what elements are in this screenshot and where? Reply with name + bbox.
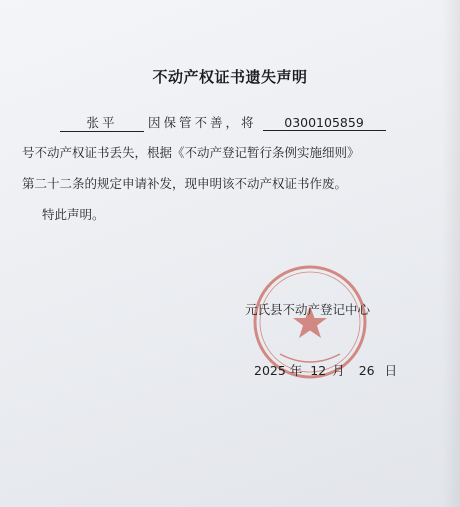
date-day-unit: 日 bbox=[384, 363, 398, 378]
date-day: 26 bbox=[358, 363, 375, 378]
reason-text: 因保管不善，将 bbox=[148, 115, 257, 130]
closing-text: 特此声明。 bbox=[42, 207, 105, 222]
statement-date bbox=[254, 361, 397, 379]
date-year: 2025 bbox=[254, 363, 286, 378]
issuer-name: 元氏县不动产登记中心 bbox=[245, 302, 371, 317]
statement-line-1 bbox=[60, 113, 386, 132]
date-month-unit: 月 bbox=[332, 363, 345, 378]
statement-line-2: 号不动产权证书丢失，根据《不动产登记暂行条例实施细则》 bbox=[22, 145, 360, 160]
document-title: 不动产权证书遗失声明 bbox=[152, 68, 308, 86]
date-year-unit: 年 bbox=[289, 363, 303, 378]
date-month: 12 bbox=[310, 363, 327, 378]
certificate-number-field: 0300105859 bbox=[263, 115, 386, 131]
statement-line-3: 第二十二条的规定申请补发，现申明该不动产权证书作废。 bbox=[22, 176, 348, 191]
name-field: 张平 bbox=[60, 113, 144, 132]
